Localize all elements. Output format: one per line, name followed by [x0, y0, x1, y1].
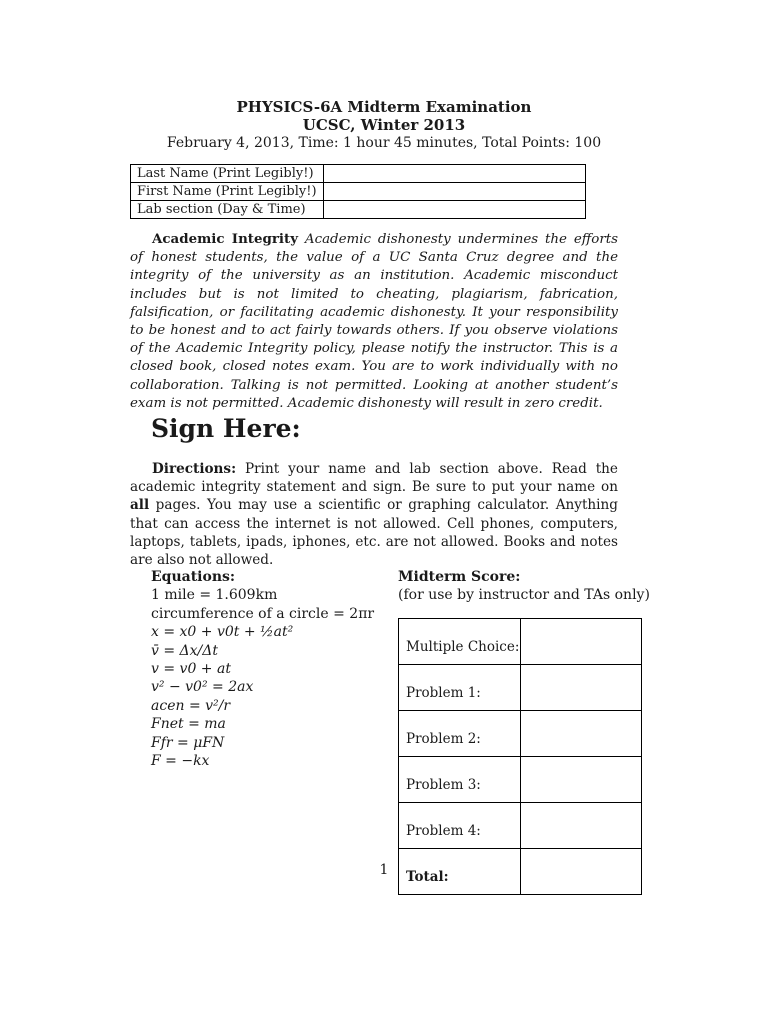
integrity-text: Academic dishonesty undermines the efforts of honest students, the value of a UC Santa Cruz degree and the integrity of the university as an institution. Academic misconduct includes but is not limited to cheating, plagiarism, fabrication, falsification, or facilitating academic dishonesty. It your responsibility to be honest and to act fairly towards others. If you observe violations of the Academic Integrity policy, please notify the instructor. This is a closed book, closed notes exam. You are to work individually with no collaboration. Talking is not permitted. Looking at another student’s exam is not permitted. Academic dishonesty will result in zero credit. [130, 232, 618, 411]
exam-subtitle: UCSC, Winter 2013 [302, 116, 466, 134]
equation-friction: Ffr = μFN [151, 734, 225, 751]
table-row [399, 619, 642, 665]
directions-paragraph [130, 460, 618, 569]
student-info-table [130, 164, 586, 219]
table-row [131, 165, 586, 183]
table-row [399, 757, 642, 803]
first-name-label: First Name (Print Legibly!) [131, 183, 324, 201]
score-field-problem-1[interactable] [521, 665, 642, 711]
score-field-multiple-choice[interactable] [521, 619, 642, 665]
score-header [398, 568, 650, 605]
last-name-label: Last Name (Print Legibly!) [131, 165, 324, 183]
equation-centripetal: acen = v²/r [151, 697, 231, 714]
score-label-multiple-choice: Multiple Choice: [399, 619, 521, 665]
equations-heading: Equations: [151, 569, 236, 585]
score-label-problem-4: Problem 4: [399, 803, 521, 849]
score-label-total: Total: [399, 849, 521, 895]
table-row [399, 711, 642, 757]
score-table [398, 618, 642, 895]
integrity-heading: Academic Integrity [152, 231, 298, 247]
title-block [0, 98, 768, 152]
equation-average-velocity: v̄ = Δx/Δt [151, 642, 218, 659]
equation-circumference: circumference of a circle = 2πr [151, 605, 375, 622]
table-row [399, 665, 642, 711]
score-field-problem-4[interactable] [521, 803, 642, 849]
directions-heading: Directions: [152, 461, 237, 477]
score-note: (for use by instructor and TAs only) [398, 587, 650, 604]
table-row [131, 183, 586, 201]
directions-text-after: pages. You may use a scientific or graphing calculator. Anything that can access the internet is not allowed. Cell phones, computers, laptops, tablets, ipads, iphones, etc. are not allowed. Books and notes are also not allowed. [130, 497, 618, 569]
score-label-problem-3: Problem 3: [399, 757, 521, 803]
equation-velocity-squared: v² − v0² = 2ax [151, 679, 254, 696]
score-label-problem-1: Problem 1: [399, 665, 521, 711]
score-heading: Midterm Score: [398, 569, 521, 585]
exam-details: February 4, 2013, Time: 1 hour 45 minutes, Total Points: 100 [166, 135, 602, 151]
equation-position: x = x0 + v0t + ½at² [151, 624, 294, 641]
table-row [399, 803, 642, 849]
academic-integrity-statement [130, 230, 618, 413]
first-name-field[interactable] [323, 183, 585, 201]
equations-list [151, 568, 374, 770]
lab-section-label: Lab section (Day & Time) [131, 201, 324, 219]
last-name-field[interactable] [323, 165, 585, 183]
exam-title: PHYSICS-6A Midterm Examination [236, 98, 532, 116]
directions-text-before: Print your name and lab section above. Read the academic integrity statement and sign. Be sure to put your name on [130, 461, 618, 496]
table-row [131, 201, 586, 219]
directions-bold-word: all [130, 497, 150, 514]
equation-spring: F = −kx [151, 753, 210, 770]
equation-mile: 1 mile = 1.609km [151, 587, 278, 604]
page-number: 1 [379, 862, 389, 878]
sign-here-heading: Sign Here: [151, 414, 301, 443]
equation-newton: Fnet = ma [151, 716, 226, 733]
lab-section-field[interactable] [323, 201, 585, 219]
score-field-problem-2[interactable] [521, 711, 642, 757]
score-label-problem-2: Problem 2: [399, 711, 521, 757]
equation-velocity: v = v0 + at [151, 661, 231, 678]
score-field-problem-3[interactable] [521, 757, 642, 803]
